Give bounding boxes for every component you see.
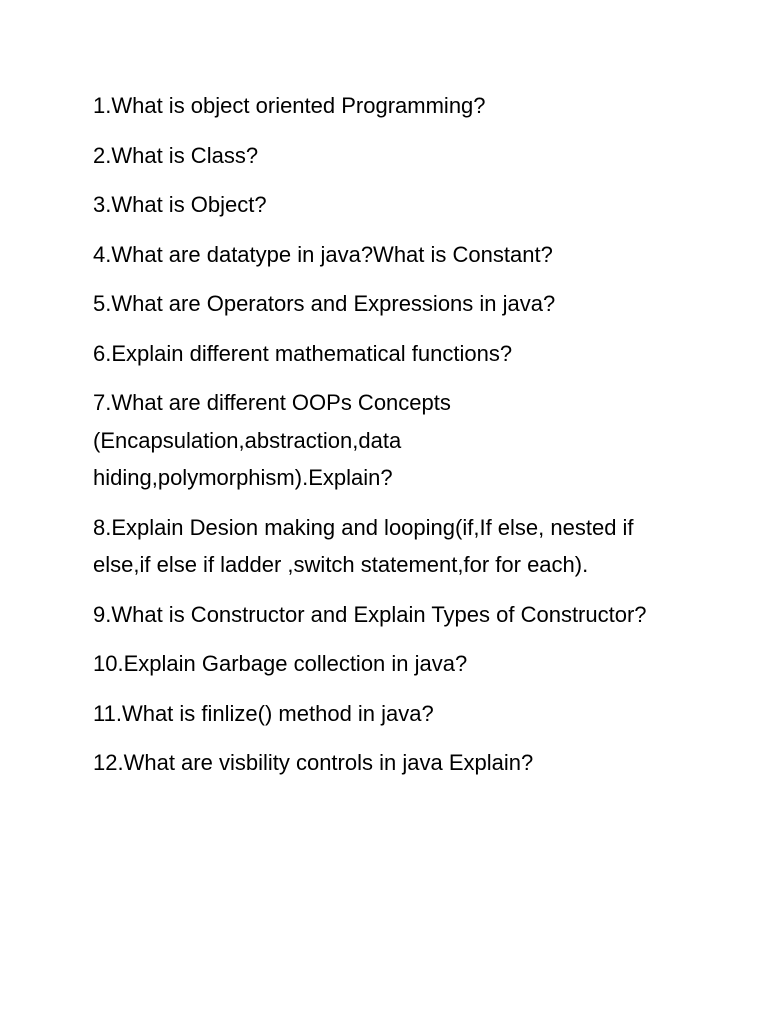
question-item: 6.Explain different mathematical functions?	[93, 340, 513, 366]
question-item: 7.What are different OOPs Concepts (Encapsulation,abstraction,data hiding,polymorphism).Explain?	[93, 390, 451, 490]
question-item: 3.What is Object?	[93, 192, 267, 217]
question-item: 9.What is Constructor and Explain Types of Constructor?	[93, 601, 647, 627]
question-item: 10.Explain Garbage collection in java?	[93, 651, 468, 676]
question-item: 11.What is finlize() method in java?	[93, 700, 434, 726]
question-item: 4.What are datatype in java?What is Constant?	[93, 241, 553, 267]
question-item: 1.What is object oriented Programming?	[93, 93, 486, 118]
question-list	[93, 87, 693, 794]
question-item: 12.What are visbility controls in java Explain?	[93, 750, 534, 775]
question-item: 8.Explain Desion making and looping(if,If else, nested if else,if else if ladder ,switch statement,for for each).	[93, 514, 634, 577]
question-item: 2.What is Class?	[93, 142, 259, 168]
question-item: 5.What are Operators and Expressions in java?	[93, 291, 556, 316]
